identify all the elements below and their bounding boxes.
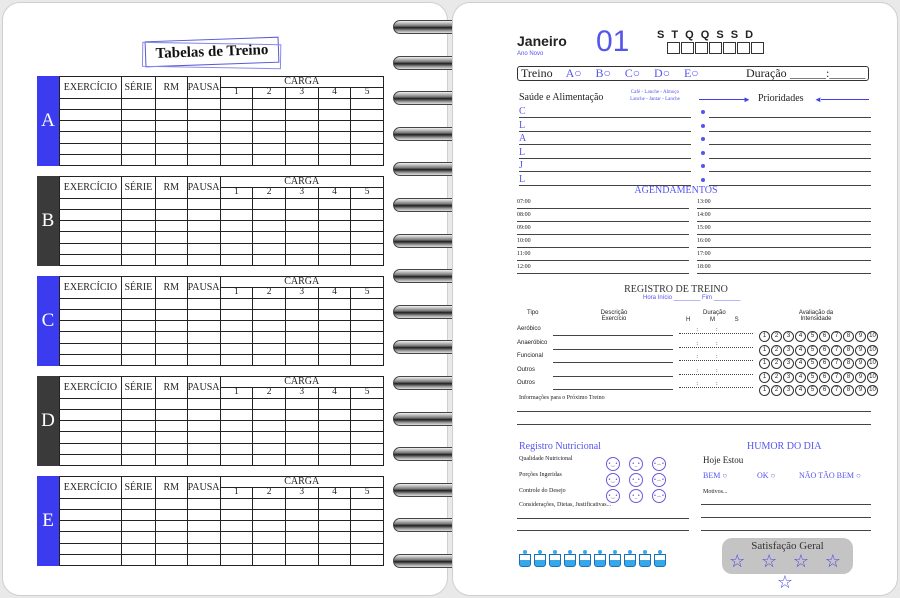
star-rating[interactable]: ☆ ☆ ☆ ☆ ☆ xyxy=(729,551,846,593)
workout-table-a xyxy=(37,76,384,166)
log-description-line[interactable] xyxy=(553,362,673,363)
appointment-time: 10:00 xyxy=(517,238,531,244)
day-number: 01 xyxy=(596,25,630,58)
priority-bullet xyxy=(701,164,705,168)
appointment-time: 17:00 xyxy=(697,251,711,257)
log-type-label: Funcional xyxy=(517,353,544,359)
arrow-left-icon xyxy=(821,99,869,100)
workout-table-d xyxy=(37,376,384,466)
nutrition-item-label: Qualidade Nutricional xyxy=(519,456,573,462)
log-description-line[interactable] xyxy=(553,349,673,350)
workout-grid[interactable]: EXERCÍCIO SÉRIE RM PAUSA CARGA 1 2 3 4 5 xyxy=(59,476,384,566)
appointment-line[interactable] xyxy=(697,260,871,261)
table-tab-e: E xyxy=(37,476,59,566)
priority-bullet xyxy=(701,124,705,128)
water-cup-icon[interactable] xyxy=(609,554,621,567)
meal-line[interactable] xyxy=(519,171,691,172)
priority-line[interactable] xyxy=(709,185,871,186)
col-description: Descrição Exercício xyxy=(600,310,628,322)
intensity-scale[interactable]: 1 2 3 4 5 6 7 8 9 10 xyxy=(759,351,879,369)
water-cup-icon[interactable] xyxy=(594,554,606,567)
priority-bullet xyxy=(701,110,705,114)
appointment-time: 15:00 xyxy=(697,225,711,231)
mood-title: HUMOR DO DIA xyxy=(747,441,822,452)
meal-line[interactable] xyxy=(519,117,691,118)
intensity-scale[interactable]: 1 2 3 4 5 6 7 8 9 10 xyxy=(759,324,879,342)
workout-label: Treino xyxy=(521,66,553,80)
appointment-time: 16:00 xyxy=(697,238,711,244)
workout-option-d[interactable]: D○ xyxy=(654,66,670,80)
sad-face-icon[interactable]: •︵• xyxy=(652,457,666,471)
table-tab-c: C xyxy=(37,276,59,366)
weekday-letters: S T Q Q S S D xyxy=(657,29,756,41)
workout-table-b xyxy=(37,176,384,266)
water-cup-icon[interactable] xyxy=(624,554,636,567)
water-cup-icon[interactable] xyxy=(639,554,651,567)
appointment-time: 14:00 xyxy=(697,212,711,218)
nutrition-title: Registro Nutricional xyxy=(519,441,601,452)
appointments-title: AGENDAMENTOS xyxy=(634,185,718,196)
appointment-line[interactable] xyxy=(697,234,871,235)
priority-line[interactable] xyxy=(709,158,871,159)
meal-letter: L xyxy=(519,119,526,131)
log-duration-field[interactable]: :: xyxy=(679,368,753,375)
log-type-label: Outros xyxy=(517,366,536,373)
year-note: Ano Novo xyxy=(517,51,544,57)
neutral-face-icon[interactable]: •_• xyxy=(629,457,643,471)
log-duration-field[interactable]: :: xyxy=(679,381,753,388)
table-tab-a: A xyxy=(37,76,59,166)
meal-letter: L xyxy=(519,146,526,158)
health-label: Saúde e Alimentação xyxy=(519,92,604,103)
workout-option-c[interactable]: C○ xyxy=(624,66,641,80)
col-type: Tipo xyxy=(527,310,539,316)
today-label: Hoje Estou xyxy=(703,455,744,465)
nutrition-face-rating[interactable] xyxy=(606,484,675,503)
meal-line[interactable] xyxy=(519,158,691,159)
nutrition-item-label: Porções Ingeridas xyxy=(519,472,562,478)
left-page xyxy=(2,2,448,596)
appointment-time: 08:00 xyxy=(517,212,531,218)
log-description-line[interactable] xyxy=(553,389,673,390)
priority-bullet xyxy=(701,137,705,141)
mood-option[interactable]: NÃO TÃO BEM ○ xyxy=(799,471,861,480)
priority-line[interactable] xyxy=(709,171,871,172)
sad-face-icon[interactable]: •︵• xyxy=(652,473,666,487)
start-end-label: Hora Início ________ Fim ________ xyxy=(643,295,741,301)
right-page: Janeiro Ano Novo 01 S T Q Q S S D Treino A○ B○ C○ D○ E○ Duração ______:______ Saúde e Alimentação Café - Lanche - Almoço Lanche - Jantar - Lanche ► Prioridades ◄ AGENDAMENTOS REGISTRO DE TREINO Hora Início ________ Fim ________ Tipo Descrição Exercício Duração H M S Avaliação da Intensidade Informações para o Próximo Treino Registro Nutricional Considerações, Dietas, Justificativas... HUMOR DO DIA Hoje Estou Motivos... Satisfação Geral ☆ ☆ ☆ ☆ ☆ C L A L J L 07:00 13:00 08:00 14:00 09:00 15:00 10:00 16:00 11:00 17:00 12:00 18:00 Aeróbico :: 1 2 3 4 5 6 7 8 9 10 Anaeróbico :: 1 2 3 4 5 6 7 8 9 10 Funcional :: 1 2 3 4 5 6 7 8 9 10 Outros :: 1 2 3 4 5 6 7 8 9 10 Outros :: 1 2 3 4 5 6 7 8 9 10 Qualidade Nutricional •‿• •_• •︵• Porções Ingeridas •‿• •_• •︵• Controle do Desejo •‿• •_• •︵• BEM ○ OK ○ NÃO TÃO BEM ○ xyxy=(452,2,898,596)
considerations-label: Considerações, Dietas, Justificativas... xyxy=(519,502,612,508)
appointment-line[interactable] xyxy=(517,273,689,274)
appointment-line[interactable] xyxy=(517,260,689,261)
water-cups[interactable] xyxy=(519,554,669,572)
priorities-label: Prioridades xyxy=(758,93,804,104)
meal-line[interactable] xyxy=(519,144,691,145)
appointment-line[interactable] xyxy=(697,208,871,209)
satisfaction-panel xyxy=(722,538,853,593)
appointment-line[interactable] xyxy=(697,221,871,222)
reasons-label: Motivos... xyxy=(703,489,728,495)
log-duration-field[interactable]: :: xyxy=(679,341,753,348)
workout-grid[interactable]: EXERCÍCIO SÉRIE RM PAUSA CARGA 1 2 3 4 5 xyxy=(59,376,384,466)
priority-bullet xyxy=(701,178,705,182)
mood-option[interactable]: BEM ○ xyxy=(703,471,728,480)
appointment-time: 09:00 xyxy=(517,225,531,231)
log-duration-field[interactable]: :: xyxy=(679,354,753,361)
priority-bullet xyxy=(701,151,705,155)
meal-letter: A xyxy=(519,133,527,144)
nutrition-item-label: Controle do Desejo xyxy=(519,488,566,494)
log-type-label: Anaeróbico xyxy=(517,339,548,346)
col-intensity: Avaliação da Intensidade xyxy=(798,310,834,322)
arrow-right-icon xyxy=(699,99,747,100)
water-cup-icon[interactable] xyxy=(534,554,546,567)
workout-option-b[interactable]: B○ xyxy=(595,66,611,80)
appointment-line[interactable] xyxy=(517,208,689,209)
appointment-time: 12:00 xyxy=(517,264,531,270)
workout-selector[interactable]: Treino A○ B○ C○ D○ E○ Duração ______:______ xyxy=(517,66,869,81)
next-info-label: Informações para o Próximo Treino xyxy=(519,395,605,401)
meal-letter: J xyxy=(519,160,523,171)
meal-letter: C xyxy=(519,106,526,117)
log-description-line[interactable] xyxy=(553,335,673,336)
training-log-title: REGISTRO DE TREINO xyxy=(624,284,728,295)
appointment-line[interactable] xyxy=(697,247,871,248)
log-duration-field[interactable]: :: xyxy=(679,327,753,334)
appointment-time: 13:00 xyxy=(697,199,711,205)
mood-option[interactable]: OK ○ xyxy=(757,471,776,480)
meal-line[interactable] xyxy=(519,131,691,132)
log-type-label: Outros xyxy=(517,380,536,386)
month-label: Janeiro xyxy=(517,33,567,49)
log-type-label: Aeróbico xyxy=(517,326,541,332)
table-tab-b: B xyxy=(37,176,59,266)
appointment-line[interactable] xyxy=(517,221,689,222)
appointment-time: 18:00 xyxy=(697,264,711,270)
workout-table-c xyxy=(37,276,384,366)
water-cup-icon[interactable] xyxy=(654,554,666,567)
intensity-scale[interactable]: 1 2 3 4 5 6 7 8 9 10 xyxy=(759,365,879,383)
workout-grid[interactable]: EXERCÍCIO SÉRIE RM PAUSA CARGA 1 2 3 4 5 xyxy=(59,176,384,266)
water-cup-icon[interactable] xyxy=(519,554,531,567)
log-description-line[interactable] xyxy=(553,376,673,377)
priority-line[interactable] xyxy=(709,117,871,118)
appointment-line[interactable] xyxy=(697,273,871,274)
intensity-scale[interactable]: 1 2 3 4 5 6 7 8 9 10 xyxy=(759,338,879,356)
col-duration: Duração xyxy=(703,310,726,316)
neutral-face-icon[interactable]: •_• xyxy=(629,473,643,487)
meals-line1: Café - Lanche - Almoço xyxy=(630,90,680,95)
intensity-scale[interactable]: 1 2 3 4 5 6 7 8 9 10 xyxy=(759,378,879,396)
appointment-line[interactable] xyxy=(517,247,689,248)
water-cup-icon[interactable] xyxy=(549,554,561,567)
sad-face-icon[interactable]: •︵• xyxy=(652,489,666,503)
meals-line2: Lanche - Jantar - Lanche xyxy=(630,97,680,102)
appointment-time: 07:00 xyxy=(517,199,531,205)
priority-line[interactable] xyxy=(709,131,871,132)
workout-option-e[interactable]: E○ xyxy=(683,66,699,80)
workout-grid[interactable]: EXERCÍCIO SÉRIE RM PAUSA CARGA 1 2 3 4 5 xyxy=(59,276,384,366)
duration-label: Duração xyxy=(746,66,787,80)
priority-line[interactable] xyxy=(709,144,871,145)
happy-face-icon[interactable]: •‿• xyxy=(606,489,620,503)
col-hms: H M S xyxy=(686,317,739,323)
appointment-time: 11:00 xyxy=(517,251,531,257)
satisfaction-label: Satisfação Geral xyxy=(751,540,824,552)
page-title: Tabelas de Treino xyxy=(145,37,280,68)
water-cup-icon[interactable] xyxy=(579,554,591,567)
meal-line[interactable] xyxy=(519,185,691,186)
water-cup-icon[interactable] xyxy=(564,554,576,567)
workout-option-a[interactable]: A○ xyxy=(565,66,582,80)
appointment-line[interactable] xyxy=(517,234,689,235)
happy-face-icon[interactable]: •‿• xyxy=(606,457,620,471)
table-tab-d: D xyxy=(37,376,59,466)
meal-letter: L xyxy=(519,173,526,185)
neutral-face-icon[interactable]: •_• xyxy=(629,489,643,503)
workout-table-e xyxy=(37,476,384,566)
workout-grid[interactable]: EXERCÍCIO SÉRIE RM PAUSA CARGA 1 2 3 4 5 xyxy=(59,76,384,166)
weekday-checkboxes[interactable] xyxy=(667,42,765,60)
happy-face-icon[interactable]: •‿• xyxy=(606,473,620,487)
